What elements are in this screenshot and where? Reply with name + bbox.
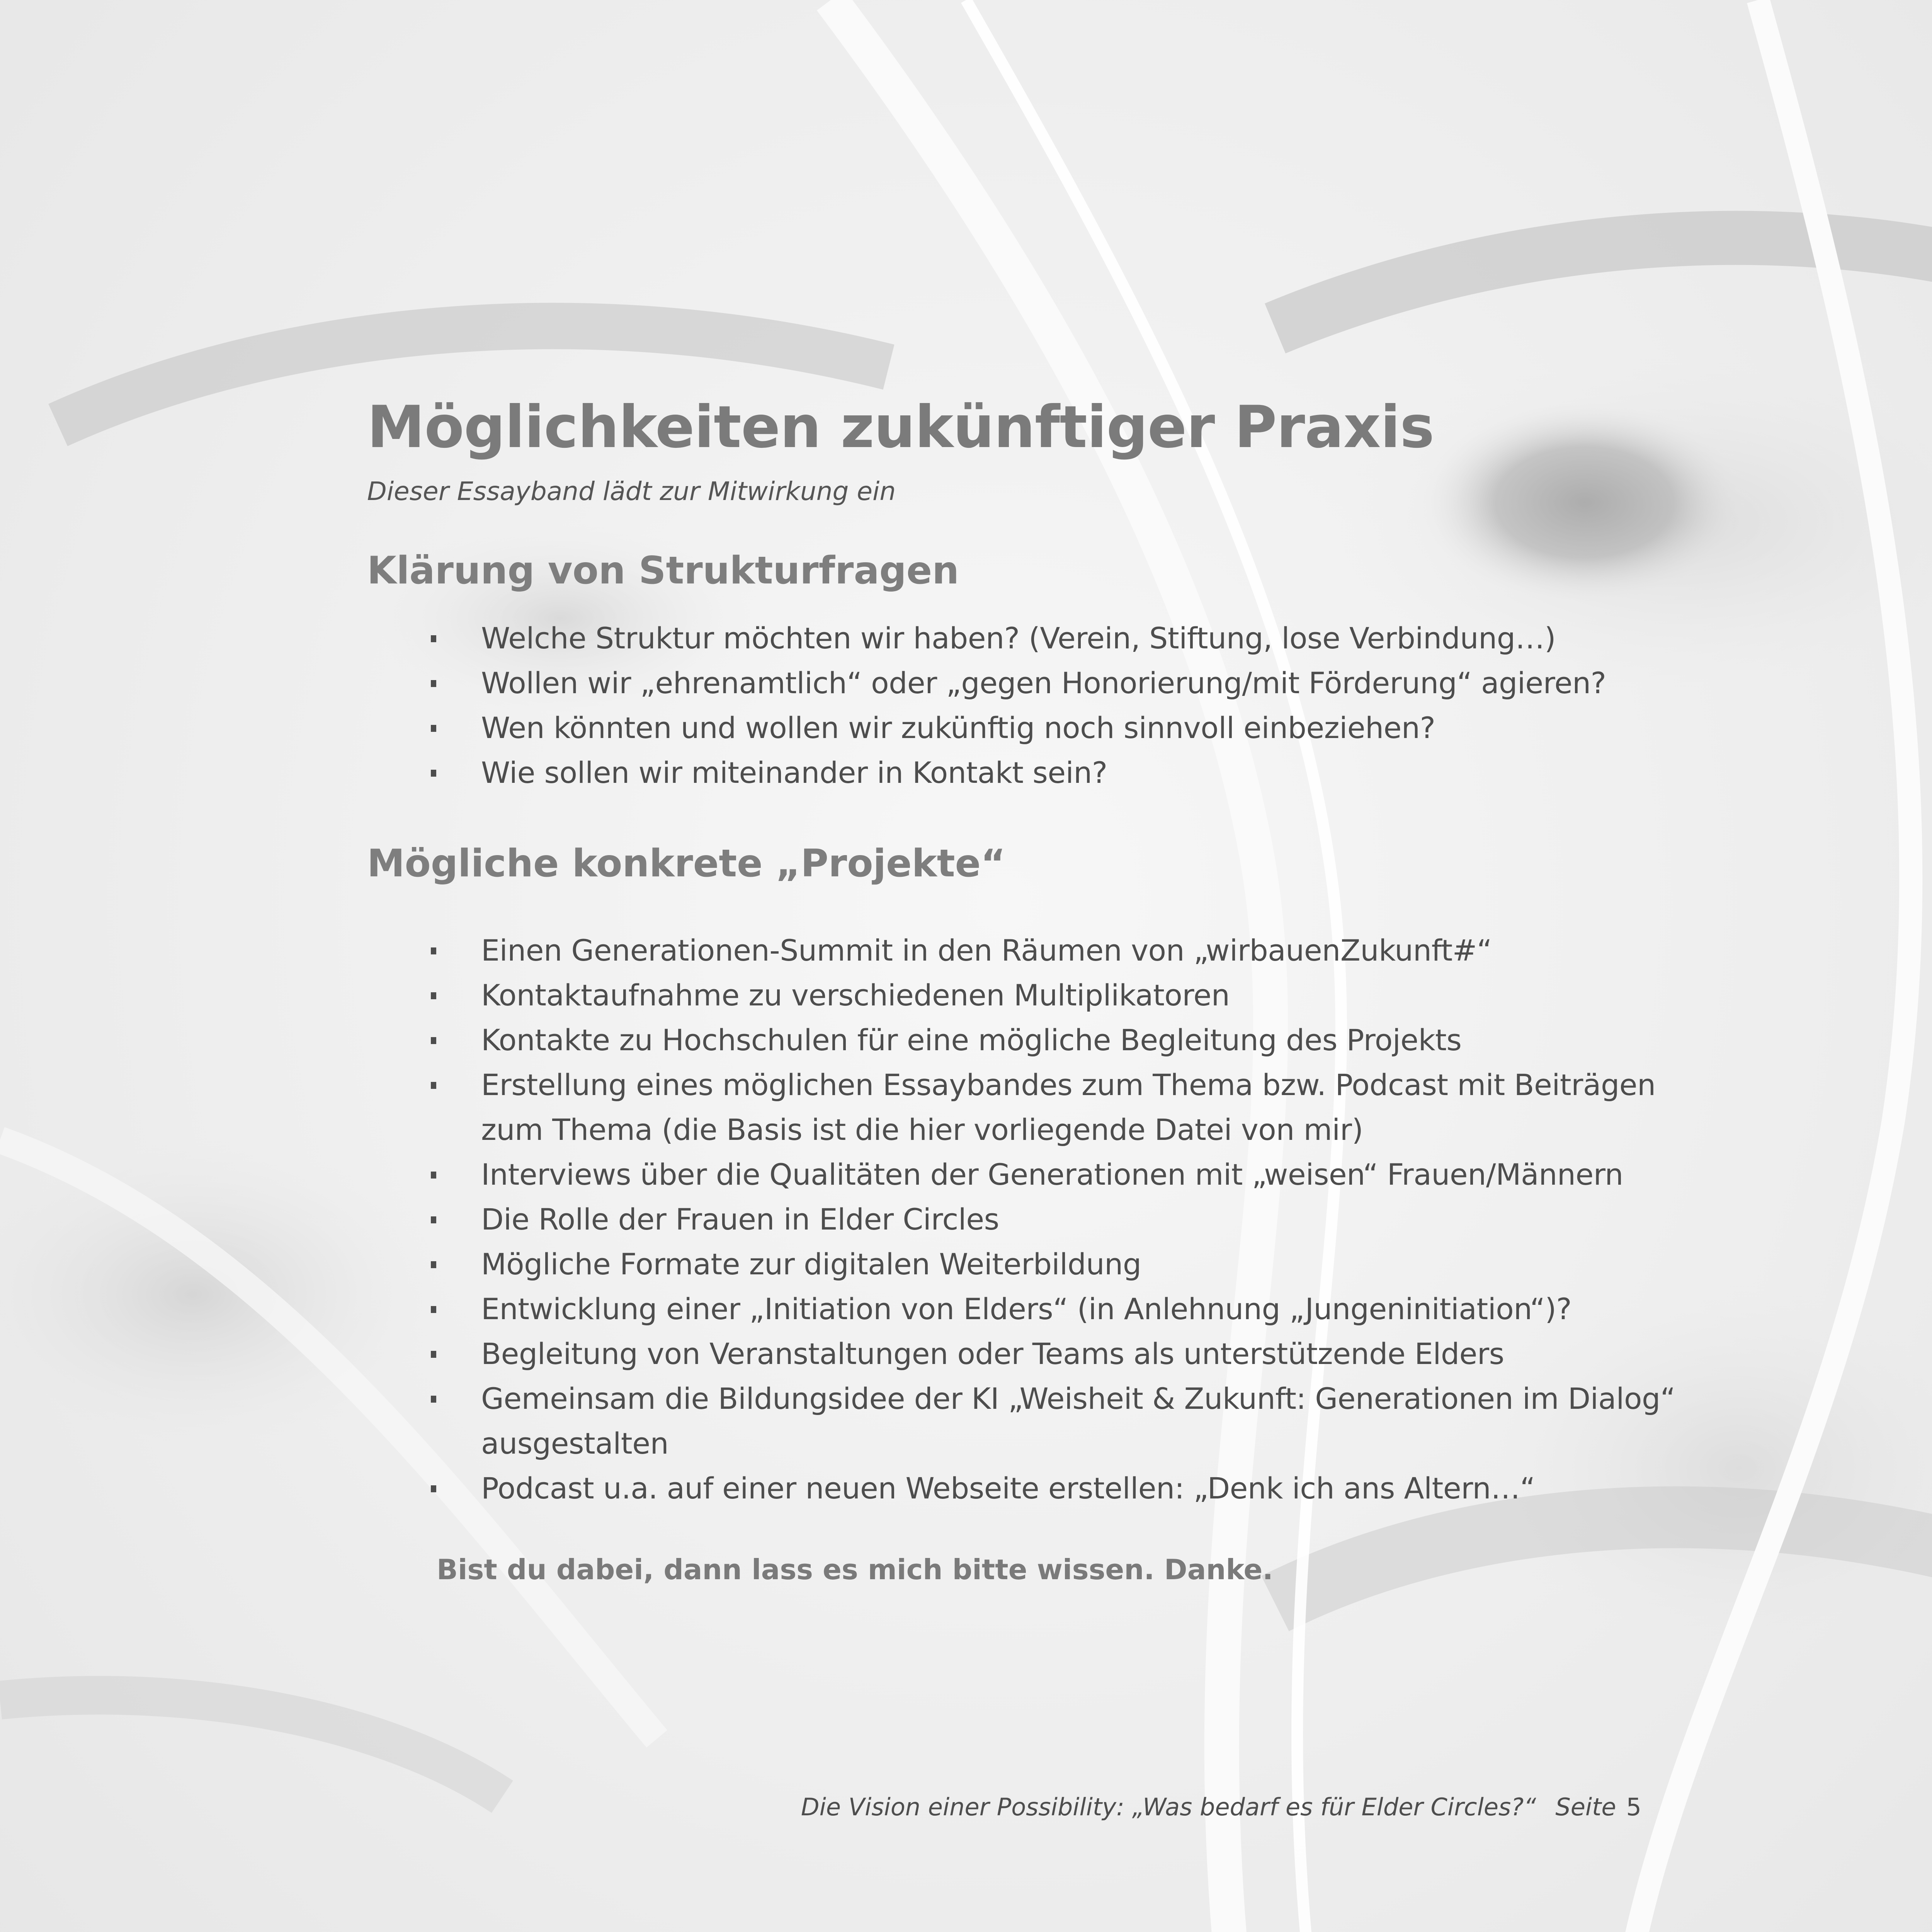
bullet-icon [431,680,436,687]
page-number: 5 [1626,1793,1641,1821]
bullet-icon [431,1351,436,1358]
closing-statement: Bist du dabei, dann lass es mich bitte wissen. Danke. [437,1553,1273,1586]
bullet-icon [431,1037,436,1044]
bullet-icon [431,770,436,777]
list-item: Einen Generationen-Summit in den Räumen von „wirbauenZukunft#“ [367,928,1681,973]
page-title: Möglichkeiten zukünftiger Praxis [367,394,1434,461]
list-item: Die Rolle der Frauen in Elder Circles [367,1197,1681,1242]
section-heading-structure: Klärung von Strukturfragen [367,548,959,593]
page-footer [801,1793,1641,1821]
list-item: Podcast u.a. auf einer neuen Webseite erstellen: „Denk ich ans Altern…“ [367,1466,1681,1511]
section-heading-projects: Mögliche konkrete „Projekte“ [367,841,1006,886]
list-item: Entwicklung einer „Initiation von Elders“ (in Anlehnung „Jungeninitiation“)? [367,1287,1681,1332]
list-item: Kontaktaufnahme zu verschiedenen Multiplikatoren [367,973,1681,1018]
bullet-icon [431,947,436,954]
page-label: Seite [1555,1793,1616,1821]
list-item: Mögliche Formate zur digitalen Weiterbildung [367,1242,1681,1287]
bullet-icon [431,1485,436,1492]
bullet-icon [431,1082,436,1089]
bullet-icon [431,1306,436,1313]
list-item: Gemeinsam die Bildungsidee der KI „Weisheit & Zukunft: Generationen im Dialog“ ausgestalten [367,1376,1681,1466]
structure-question-list [367,616,1681,795]
bullet-icon [431,635,436,642]
bullet-icon [431,992,436,999]
bullet-icon [431,1261,436,1268]
bullet-icon [431,1216,436,1223]
list-item: Wen könnten und wollen wir zukünftig noch sinnvoll einbeziehen? [367,706,1681,750]
list-item: Welche Struktur möchten wir haben? (Verein, Stiftung, lose Verbindung…) [367,616,1681,661]
page-subtitle: Dieser Essayband lädt zur Mitwirkung ein [367,476,896,506]
list-item: Interviews über die Qualitäten der Generationen mit „weisen“ Frauen/Männern [367,1152,1681,1197]
list-item: Begleitung von Veranstaltungen oder Teams als unterstützende Elders [367,1332,1681,1376]
list-item: Wollen wir „ehrenamtlich“ oder „gegen Honorierung/mit Förderung“ agieren? [367,661,1681,706]
list-item: Wie sollen wir miteinander in Kontakt sein? [367,750,1681,795]
list-item: Kontakte zu Hochschulen für eine mögliche Begleitung des Projekts [367,1018,1681,1063]
footer-title: Die Vision einer Possibility: „Was bedarf es für Elder Circles?“ [801,1793,1536,1821]
bullet-icon [431,1172,436,1179]
project-list [367,928,1681,1511]
list-item: Erstellung eines möglichen Essaybandes zum Thema bzw. Podcast mit Beiträgen zum Thema (die Basis ist die hier vorliegende Datei von mir) [367,1063,1681,1152]
bullet-icon [431,725,436,732]
content-area [367,394,1681,1586]
bullet-icon [431,1396,436,1403]
